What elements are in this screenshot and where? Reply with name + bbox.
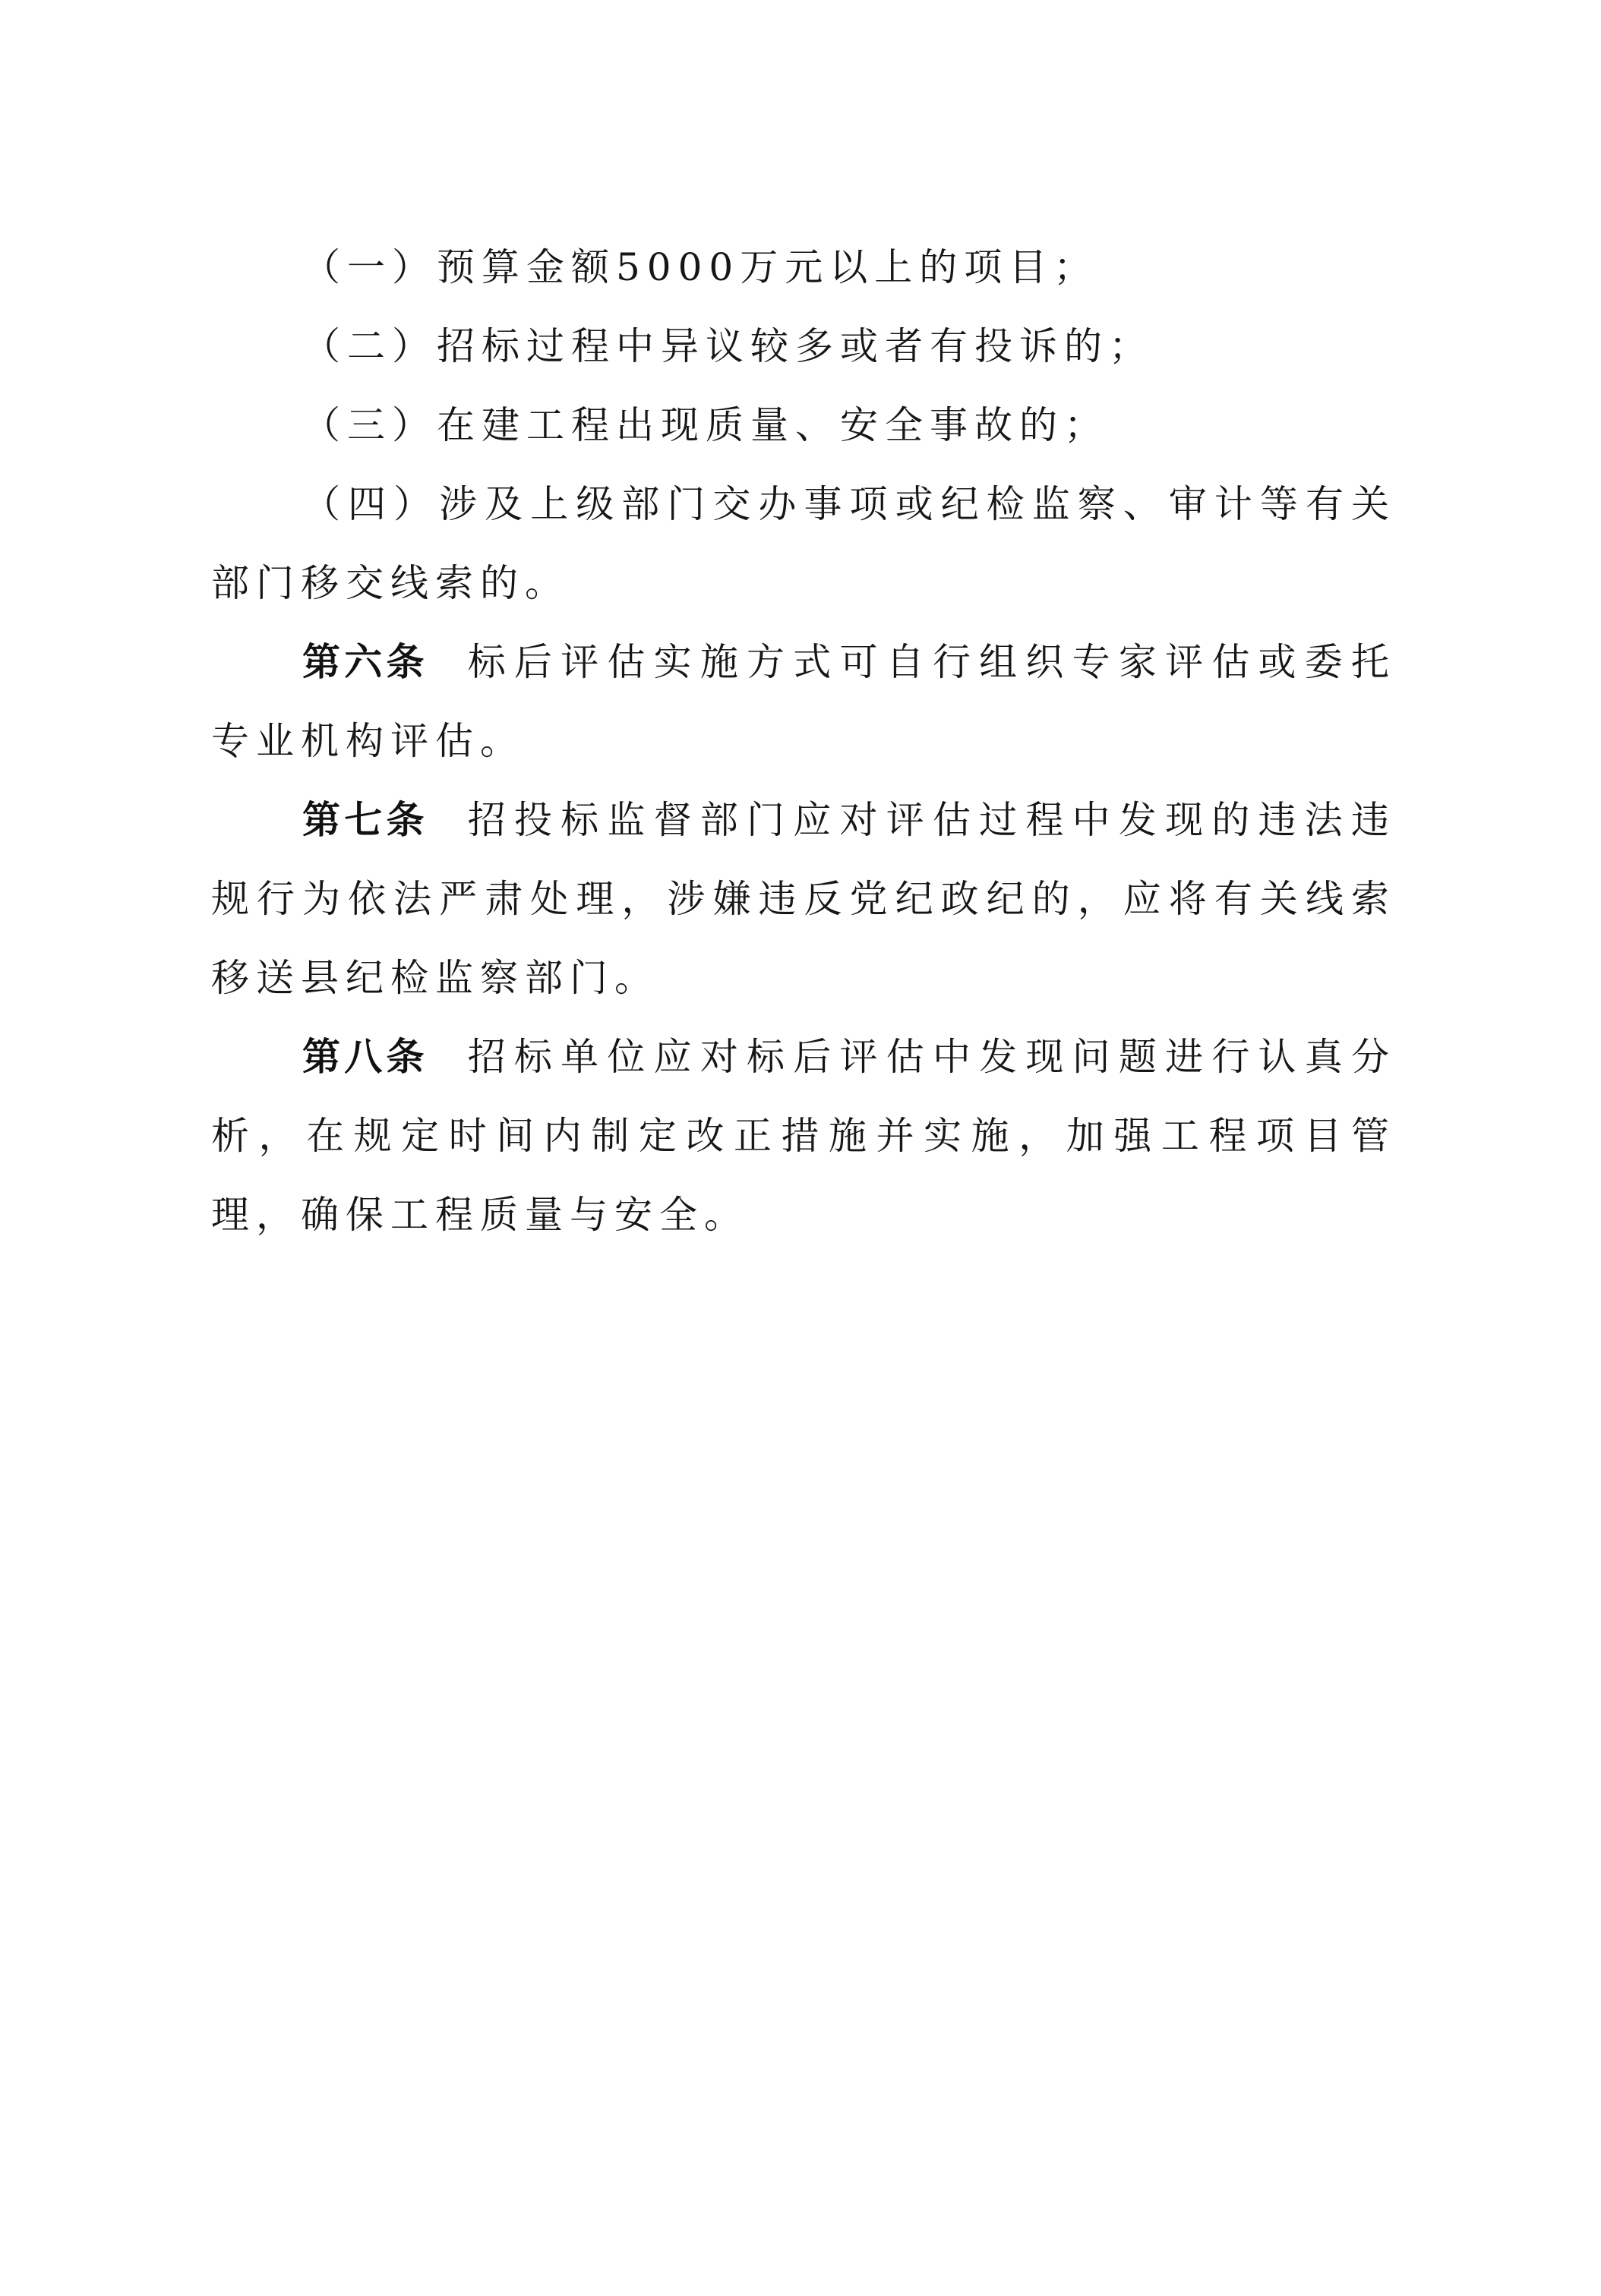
document-body: [211, 228, 1396, 1254]
article-6-label: 第六条: [302, 640, 428, 684]
article-7-label: 第七条: [302, 798, 428, 842]
article-7-text: 招投标监督部门应对评估过程中发现的违法违规行为依法严肃处理，涉嫌违反党纪政纪的，应将有关线索移送县纪检监察部门。: [211, 798, 1397, 1000]
article-7: [211, 781, 1396, 1017]
article-8: [211, 1017, 1396, 1254]
article-6-text: 标后评估实施方式可自行组织专家评估或委托专业机构评估。: [211, 640, 1397, 763]
list-item-1: （一）预算金额5000万元以上的项目；: [302, 245, 1099, 289]
list-item-2: （二）招标过程中异议较多或者有投诉的；: [302, 324, 1154, 368]
list-item-3: （三）在建工程出现质量、安全事故的；: [302, 403, 1109, 447]
article-8-text: 招标单位应对标后评估中发现问题进行认真分析，在规定时间内制定改正措施并实施，加强工程项目管理，确保工程质量与安全。: [211, 1035, 1397, 1237]
article-6: [211, 623, 1396, 781]
list-item-4: （四）涉及上级部门交办事项或纪检监察、审计等有关部门移交线索的。: [211, 482, 1396, 605]
article-8-label: 第八条: [302, 1035, 428, 1079]
